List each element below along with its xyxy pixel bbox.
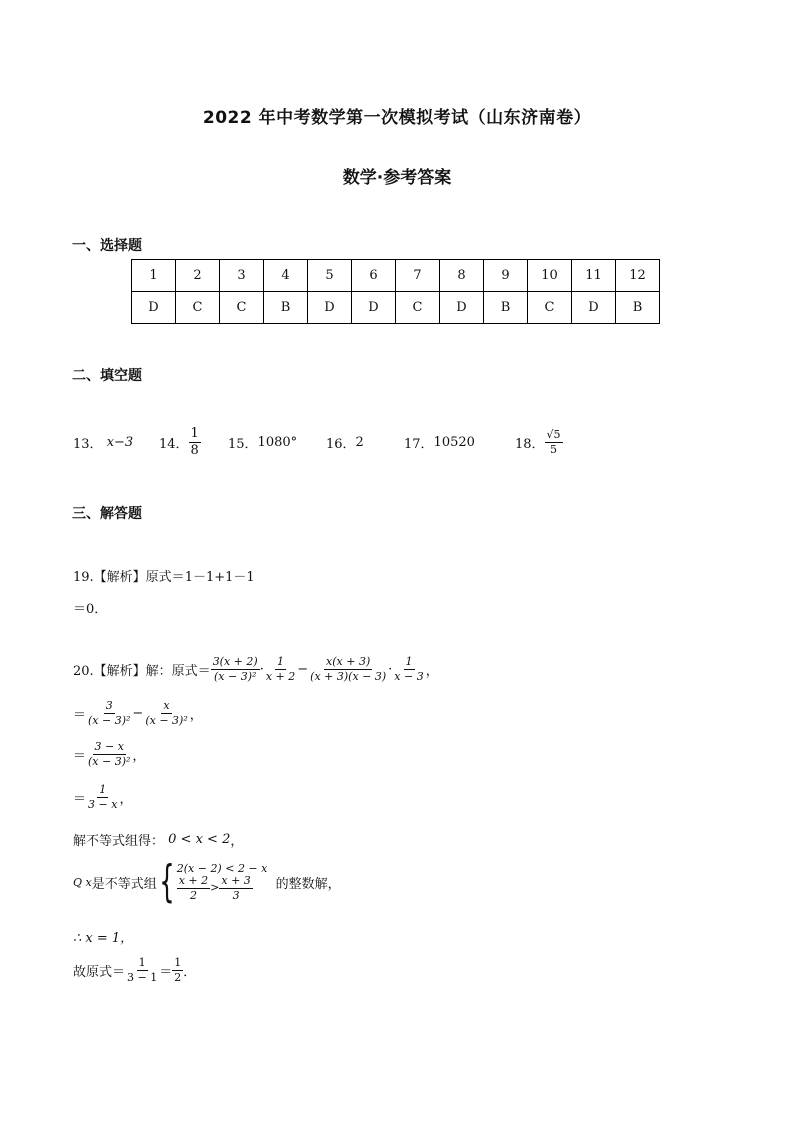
fraction: $\frac{1}{x + 2}$ [265,655,296,683]
question-number-cell: 8 [440,260,484,292]
fill-q17: 17． 10520 [404,434,475,452]
question-number-cell: 11 [572,260,616,292]
fraction: $\frac{x(x + 3)}{(x + 3)(x - 3)}$ [310,655,387,683]
answer-cell: C [528,292,572,324]
answer-table [131,259,660,324]
answer-cell: D [132,292,176,324]
question-number-cell: 12 [616,260,660,292]
fraction: $\frac{1}{8}$ [190,425,199,458]
fraction: $\frac{3 - x}{\text{(x − 3)²}}$ [88,740,131,768]
answer-cell: C [220,292,264,324]
fill-answers [73,422,713,462]
question-number-cell: 10 [528,260,572,292]
answer-cell: C [396,292,440,324]
fill-q13: 13． x−3 [73,434,134,452]
q20-line4: ＝ $\frac{1}{3 - x}$ ， [73,783,133,811]
fraction: $\frac{1}{x - 3}$ [394,655,424,683]
answer-table-answer-row [132,292,660,324]
answer-cell: B [484,292,528,324]
question-number-cell: 9 [484,260,528,292]
question-number-cell: 3 [220,260,264,292]
question-number-cell: 2 [176,260,220,292]
answer-cell: D [440,292,484,324]
question-number-cell: 6 [352,260,396,292]
q20-line6: Q x 是不等式组 { 2(x − 2) < 2 − x $\frac{x + 2}{2}$ > $\frac{x + 3}{3}$ 的整数解， [73,856,341,907]
fraction: $\frac{x}{\text{(x − 3)²}}$ [145,699,188,727]
left-brace: { [159,856,175,907]
fill-q14: 14． $\frac{1}{8}$ [159,425,199,458]
page-subtitle: 数学·参考答案 [342,168,452,188]
q20-line2: ＝ $\frac{3}{\text{(x − 3)²}}$ − $\frac{x}{\text{(x − 3)²}}$ ， [73,699,203,727]
question-number-cell: 7 [396,260,440,292]
q20-line7: ∴ x = 1， [73,931,134,946]
fraction: $\frac{x + 2}{2}$ [178,874,209,902]
fill-q15: 15． 1080° [228,434,298,452]
section-choice-label: 一、选择题 [72,238,142,254]
fraction: $\frac{1}{3 - 1}$ [127,956,158,984]
inequality-system: 2(x − 2) < 2 − x $\frac{x + 2}{2}$ > $\frac{x + 3}{3}$ [176,861,268,902]
answer-cell: D [308,292,352,324]
fraction: $\frac{3(x + 2)}{\text{(x − 3)²}}$ [212,655,258,683]
question-number-cell: 1 [132,260,176,292]
fill-q18: 18． $\frac{√5}{5}$ [515,427,561,456]
answer-cell: B [264,292,308,324]
section-fill-label: 二、填空题 [72,368,142,384]
answer-cell: D [572,292,616,324]
q20-line1: 20.【解析】解：原式＝ $\frac{3(x + 2)}{\text{(x − 3)²}}$ · $\frac{1}{x + 2}$ − $\frac{x(x + 3)}{(x + 3)(x - 3)}$ · $\frac{1}{x - 3}$ ， [73,655,439,683]
answer-cell: D [352,292,396,324]
fraction: $\frac{√5}{5}$ [546,427,561,456]
answer-cell: C [176,292,220,324]
q19-line2: ＝0． [73,602,108,617]
q20-line5: 解不等式组得： 0 < x < 2 ， [73,832,244,849]
fraction: $\frac{1}{2}$ [174,956,182,984]
question-number-cell: 4 [264,260,308,292]
fraction: $\frac{x + 3}{3}$ [221,874,251,902]
fill-q16: 16． 2 [326,434,364,452]
q20-line8: 故原式＝ $\frac{1}{3 - 1}$ ＝ $\frac{1}{2}$ ． [73,956,197,984]
question-number-cell: 5 [308,260,352,292]
answer-table-number-row [132,260,660,292]
answer-cell: B [616,292,660,324]
fraction: $\frac{1}{3 - x}$ [88,783,118,811]
q19-line1: 19.【解析】原式＝ 1－1+1－1 [73,570,255,585]
fraction: $\frac{3}{\text{(x − 3)²}}$ [88,699,131,727]
section-solve-label: 三、解答题 [72,506,142,522]
q20-line3: ＝ $\frac{3 - x}{\text{(x − 3)²}}$ ， [73,740,146,768]
page-title: 2022 年中考数学第一次模拟考试（山东济南卷） [202,108,592,128]
